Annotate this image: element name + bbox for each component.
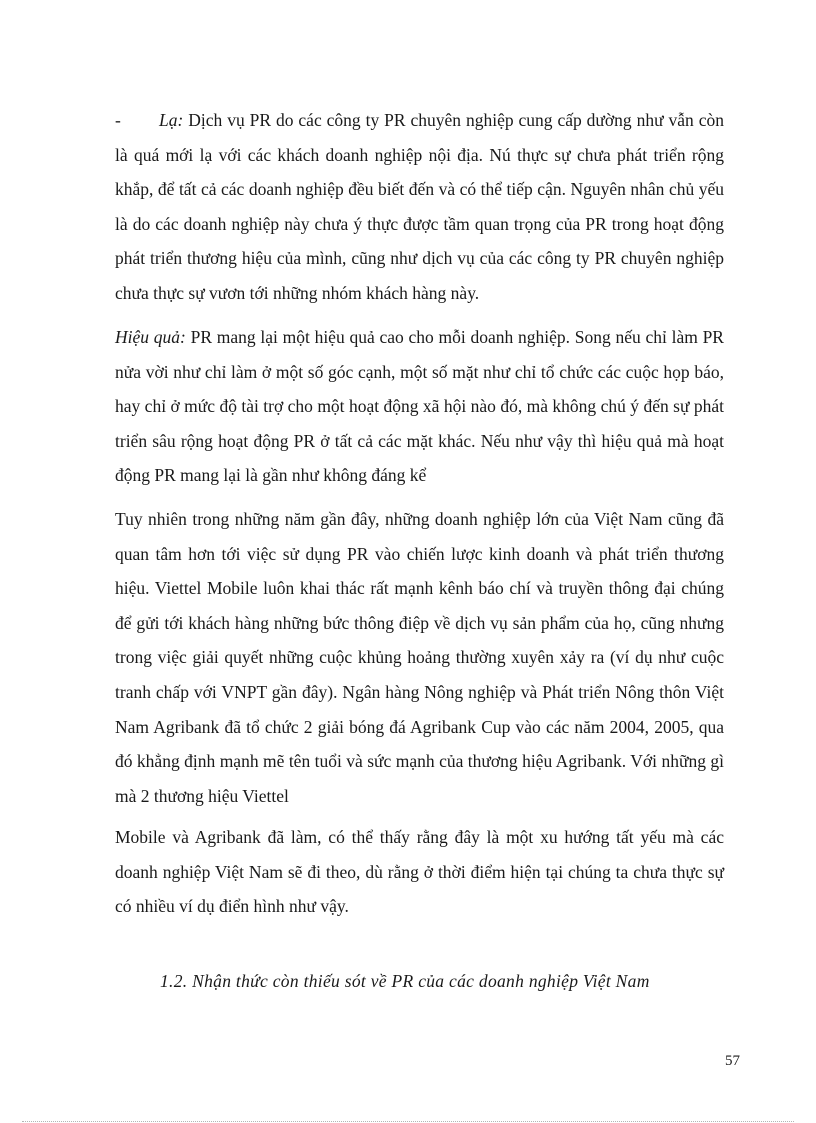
bullet-lead-term: Lạ:	[159, 110, 184, 130]
bullet-paragraph-la	[115, 103, 724, 311]
effectiveness-body-text: PR mang lại một hiệu quả cao cho mỗi doanh nghiệp. Song nếu chỉ làm PR nửa vời như chỉ làm ở một số góc cạnh, một số mặt như chỉ tổ chức các cuộc họp báo, hay chỉ ở mức độ tài trợ cho một hoạt động xã hội nào đó, mà không chú ý đến sự phát triển sâu rộng hoạt động PR ở tất cả các mặt khác. Nếu như vậy thì hiệu quả mà hoạt động PR mang lại là gần như không đáng kể	[115, 327, 724, 486]
effectiveness-lead-term: Hiệu quả:	[115, 327, 186, 347]
paragraph-conclusion: Mobile và Agribank đã làm, có thể thấy rằng đây là một xu hướng tất yếu mà các doanh nghiệp Việt Nam sẽ đi theo, dù rằng ở thời điểm hiện tại chúng ta chưa thực sự có nhiều ví dụ điển hình như vậy.	[115, 827, 724, 917]
bullet-body-text: Dịch vụ PR do các công ty PR chuyên nghiệp cung cấp dường như vẫn còn là quá mới lạ với các khách doanh nghiệp nội địa. Nú thực sự chưa phát triển rộng khắp, để tất cả các doanh nghiệp đều biết đến và có thể tiếp cận. Nguyên nhân chủ yếu là do các doanh nghiệp này chưa ý thực được tầm quan trọng của PR trong hoạt động phát triển thương hiệu của mình, cũng như dịch vụ của các công ty PR chuyên nghiệp chưa thực sự vươn tới những nhóm khách hàng này.	[115, 110, 724, 303]
page-number: 57	[725, 1053, 740, 1069]
bullet-indent	[115, 110, 724, 303]
paragraph-examples: Tuy nhiên trong những năm gần đây, những doanh nghiệp lớn của Việt Nam cũng đã quan tâm hơn tới việc sử dụng PR vào chiến lược kinh doanh và phát triển thương hiệu. Viettel Mobile luôn khai thác rất mạnh kênh báo chí và truyền thông đại chúng để gửi tới khách hàng những bức thông điệp về dịch vụ sản phẩm của họ, cũng nhưng trong việc giải quyết những cuộc khủng hoảng thường xuyên xảy ra (ví dụ như cuộc tranh chấp với VNPT gần đây). Ngân hàng Nông nghiệp và Phát triển Nông thôn Việt Nam Agribank đã tổ chức 2 giải bóng đá Agribank Cup vào các năm 2004, 2005, qua đó khẳng định mạnh mẽ tên tuổi và sức mạnh của thương hiệu Agribank. Với những gì mà 2 thương hiệu Viettel	[115, 509, 724, 806]
section-heading: 1.2. Nhận thức còn thiếu sót về PR của các doanh nghiệp Việt Nam	[160, 971, 650, 991]
paragraph-effectiveness	[115, 320, 724, 493]
page-bottom-divider	[22, 1121, 794, 1122]
bullet-dash: -	[115, 110, 121, 130]
